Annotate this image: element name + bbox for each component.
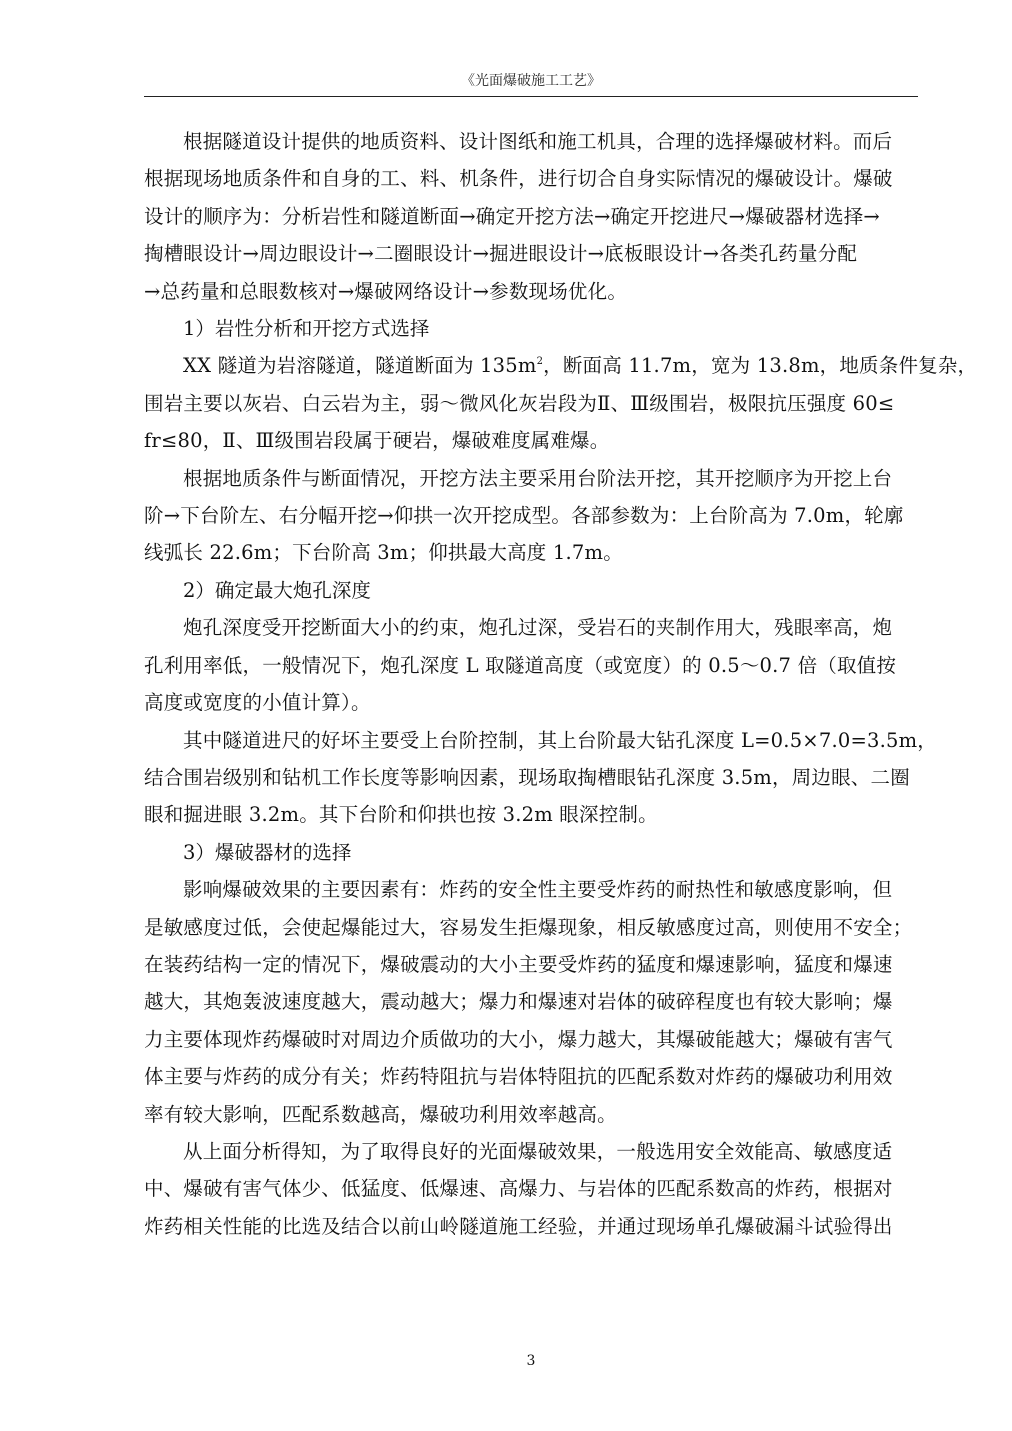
text-line: 围岩主要以灰岩、白云岩为主，弱～微风化灰岩段为Ⅱ、Ⅲ级围岩，极限抗压强度 60≤ [144,391,895,415]
text-line: 根据隧道设计提供的地质资料、设计图纸和施工机具，合理的选择爆破材料。而后 [183,130,893,153]
page-header-title: 《光面爆破施工工艺》 [461,73,601,89]
text-line: 率有较大影响，匹配系数越高，爆破功利用效率越高。 [144,1102,617,1126]
text-line: fr≤80，Ⅱ、Ⅲ级围岩段属于硬岩，爆破难度属难爆。 [144,429,610,453]
paragraph-tunnel-geology [144,347,978,459]
text-line: 影响爆破效果的主要因素有：炸药的安全性主要受炸药的耐热性和敏感度影响，但 [183,878,893,902]
text-line: 掏槽眼设计→周边眼设计→二圈眼设计→掘进眼设计→底板眼设计→各类孔药量分配 [144,242,858,266]
text-line: →总药量和总眼数核对→爆破网络设计→参数现场优化。 [144,279,628,303]
text-fragment: XX 隧道为岩溶隧道，隧道断面为 135m [183,354,537,378]
text-line: 眼和掘进眼 3.2m。其下台阶和仰拱也按 3.2m 眼深控制。 [144,803,658,827]
text-line: 根据现场地质条件和自身的工、料、机条件，进行切合自身实际情况的爆破设计。爆破 [144,167,893,191]
superscript-square: 2 [536,356,544,368]
text-line: 从上面分析得知，为了取得良好的光面爆破效果，一般选用安全效能高、敏感度适 [183,1139,893,1163]
text-line: 炸药相关性能的比选及结合以前山岭隧道施工经验，并通过现场单孔爆破漏斗试验得出 [144,1214,893,1238]
text-line: 越大，其炮轰波速度越大，震动越大；爆力和爆速对岩体的破碎程度也有较大影响；爆 [144,990,893,1014]
header-rule [144,96,918,97]
paragraph-explosive-selection [144,1133,918,1245]
text-line: 是敏感度过低，会使起爆能过大，容易发生拒爆现象，相反敏感度过高，则使用不安全； [144,915,913,939]
paragraph-excavation-method [144,460,918,572]
text-line: 力主要体现炸药爆破时对周边介质做功的大小，爆力越大，其爆破能越大；爆破有害气 [144,1027,893,1051]
paragraph-design-basis [144,123,918,310]
paragraph-hole-depth-values [144,722,937,834]
text-line: 设计的顺序为：分析岩性和隧道断面→确定开挖方法→确定开挖进尺→爆破器材选择→ [144,204,880,228]
paragraph-blasting-factors [144,871,918,1133]
paragraph-hole-depth-constraint [144,609,918,721]
document-body [144,123,978,1245]
page-number: 3 [526,1353,536,1369]
text-fragment: ，断面高 11.7m，宽为 13.8m，地质条件复杂， [543,354,978,378]
text-line: 在装药结构一定的情况下，爆破震动的大小主要受炸药的猛度和爆速影响，猛度和爆速 [144,952,893,976]
text-line: 炮孔深度受开挖断面大小的约束，炮孔过深，受岩石的夹制作用大，残眼率高，炮 [183,616,893,640]
section-heading-rock-analysis: 1）岩性分析和开挖方式选择 [183,317,430,341]
section-heading-hole-depth: 2）确定最大炮孔深度 [183,578,371,602]
text-line: 高度或宽度的小值计算）。 [144,691,371,715]
text-line: 根据地质条件与断面情况，开挖方法主要采用台阶法开挖，其开挖顺序为开挖上台 [183,466,893,490]
text-line: 孔利用率低，一般情况下，炮孔深度 L 取隧道高度（或宽度）的 0.5～0.7 倍（取值按 [144,653,897,677]
text-line: 体主要与炸药的成分有关；炸药特阻抗与岩体特阻抗的匹配系数对炸药的爆破功利用效 [144,1065,893,1089]
text-line: 中、爆破有害气体少、低猛度、低爆速、高爆力、与岩体的匹配系数高的炸药，根据对 [144,1177,893,1201]
text-line: 线弧长 22.6m；下台阶高 3m；仰拱最大高度 1.7m。 [144,541,623,565]
section-heading-blasting-materials: 3）爆破器材的选择 [183,840,352,864]
text-line: 结合围岩级别和钻机工作长度等影响因素，现场取掏槽眼钻孔深度 3.5m，周边眼、二圈 [144,765,910,789]
text-line [144,347,978,384]
text-line: 其中隧道进尺的好坏主要受上台阶控制，其上台阶最大钻孔深度 L=0.5×7.0=3.5m， [183,728,937,752]
text-line: 阶→下台阶左、右分幅开挖→仰拱一次开挖成型。各部参数为：上台阶高为 7.0m，轮廓 [144,504,904,528]
